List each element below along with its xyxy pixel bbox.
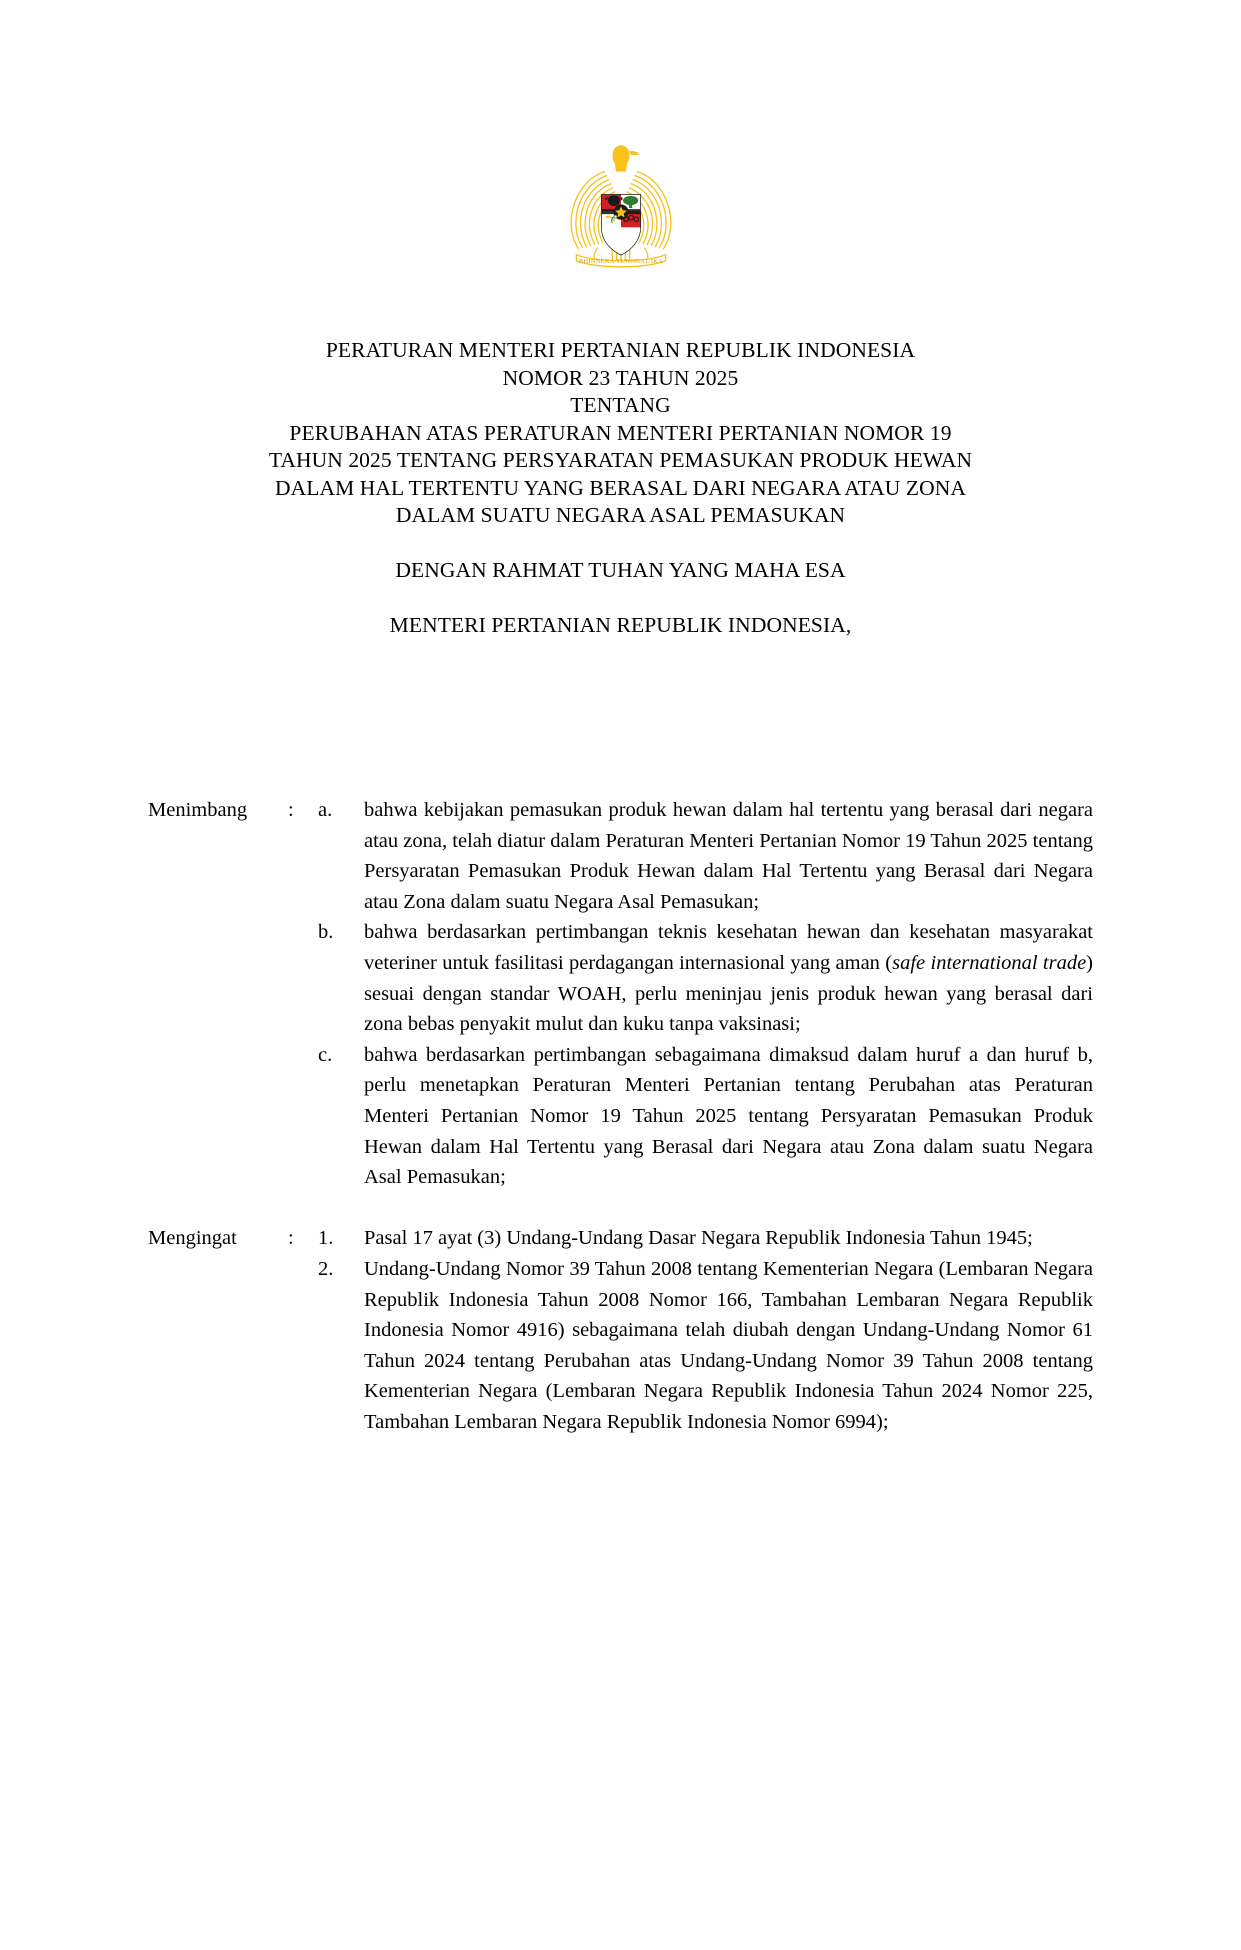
menimbang-clause <box>148 795 1093 1193</box>
mengingat-colon: : <box>288 1227 294 1250</box>
minister-line: MENTERI PERTANIAN REPUBLIK INDONESIA, <box>389 613 852 637</box>
item-marker: b. <box>318 921 334 944</box>
svg-text:BHINNEKA TUNGGAL IKA: BHINNEKA TUNGGAL IKA <box>578 257 663 265</box>
item-marker: 1. <box>318 1227 334 1250</box>
item-text: Undang-Undang Nomor 39 Tahun 2008 tentang Kementerian Negara (Lembaran Negara Republik Indonesia Tahun 2008 Nomor 166, Tambahan Lembaran Negara Republik Indonesia Nomor 4916) sebagaimana telah diubah dengan Undang-Undang Nomor 61 Tahun 2024 tentang Perubahan atas Undang-Undang Nomor 39 Tahun 2008 tentang Kementerian Negara (Lembaran Negara Republik Indonesia Tahun 2024 Nomor 225, Tambahan Lembaran Negara Republik Indonesia Nomor 6994); <box>364 1257 1093 1433</box>
garuda-pancasila-emblem <box>545 128 697 278</box>
emblem-container <box>0 128 1241 278</box>
title-line-4: PERUBAHAN ATAS PERATURAN MENTERI PERTANIAN NOMOR 19 <box>289 420 952 445</box>
mengingat-item-2 <box>318 1254 1093 1438</box>
item-marker: a. <box>318 799 333 821</box>
title-line-3: TENTANG <box>570 393 671 417</box>
title-line-7: DALAM SUATU NEGARA ASAL PEMASUKAN <box>395 503 846 527</box>
mengingat-items <box>318 1223 1093 1437</box>
document-title-block <box>0 337 1241 640</box>
item-text-part-2: ) sesuai dengan standar WOAH, perlu meninjau jenis produk hewan yang berasal dari zona bebas penyakit mulut dan kuku tanpa vaksinasi; <box>364 951 1093 1036</box>
item-marker: c. <box>318 1043 333 1066</box>
item-text: Pasal 17 ayat (3) Undang-Undang Dasar Negara Republik Indonesia Tahun 1945; <box>364 1227 1033 1250</box>
menimbang-item-a <box>318 795 1093 917</box>
item-text: bahwa berdasarkan pertimbangan sebagaimana dimaksud dalam huruf a dan huruf b, perlu menetapkan Peraturan Menteri Pertanian tentang Perubahan atas Peraturan Menteri Pertanian Nomor 19 Tahun 2025 tentang Persyaratan Pemasukan Produk Hewan dalam Hal Tertentu yang Berasal dari Negara atau Zona dalam suatu Negara Asal Pemasukan; <box>364 1043 1093 1189</box>
title-line-1: PERATURAN MENTERI PERTANIAN REPUBLIK INDONESIA <box>325 338 916 362</box>
item-text-part-1: bahwa berdasarkan pertimbangan teknis kesehatan hewan dan kesehatan masyarakat veteriner untuk fasilitasi perdagangan internasional yang aman ( <box>364 921 1093 974</box>
menimbang-colon: : <box>288 799 294 821</box>
item-text <box>364 917 1093 1039</box>
title-spacer-2 <box>0 585 1241 613</box>
title-line-5: TAHUN 2025 TENTANG PERSYARATAN PEMASUKAN PRODUK HEWAN <box>268 448 973 472</box>
menimbang-label: Menimbang <box>148 799 248 821</box>
menimbang-item-b <box>318 917 1093 1039</box>
document-body <box>0 795 1241 1437</box>
mengingat-clause <box>148 1223 1093 1437</box>
menimbang-items <box>318 795 1093 1193</box>
title-line-6: DALAM HAL TERTENTU YANG BERASAL DARI NEGARA ATAU ZONA <box>274 475 967 500</box>
mengingat-item-1 <box>318 1223 1093 1254</box>
menimbang-item-c <box>318 1040 1093 1193</box>
item-text: bahwa kebijakan pemasukan produk hewan dalam hal tertentu yang berasal dari negara atau zona, telah diatur dalam Peraturan Menteri Pertanian Nomor 19 Tahun 2025 tentang Persyaratan Pemasukan Produk Hewan dalam Hal Tertentu yang Berasal dari Negara atau Zona dalam suatu Negara Asal Pemasukan; <box>364 799 1093 913</box>
item-text-italic: safe international trade <box>892 951 1087 974</box>
title-line-2: NOMOR 23 TAHUN 2025 <box>502 365 739 390</box>
section-gap <box>148 1193 1093 1224</box>
title-spacer-1 <box>0 530 1241 558</box>
mengingat-label: Mengingat <box>148 1227 237 1250</box>
item-marker: 2. <box>318 1257 334 1280</box>
blessing-line: DENGAN RAHMAT TUHAN YANG MAHA ESA <box>395 558 846 582</box>
